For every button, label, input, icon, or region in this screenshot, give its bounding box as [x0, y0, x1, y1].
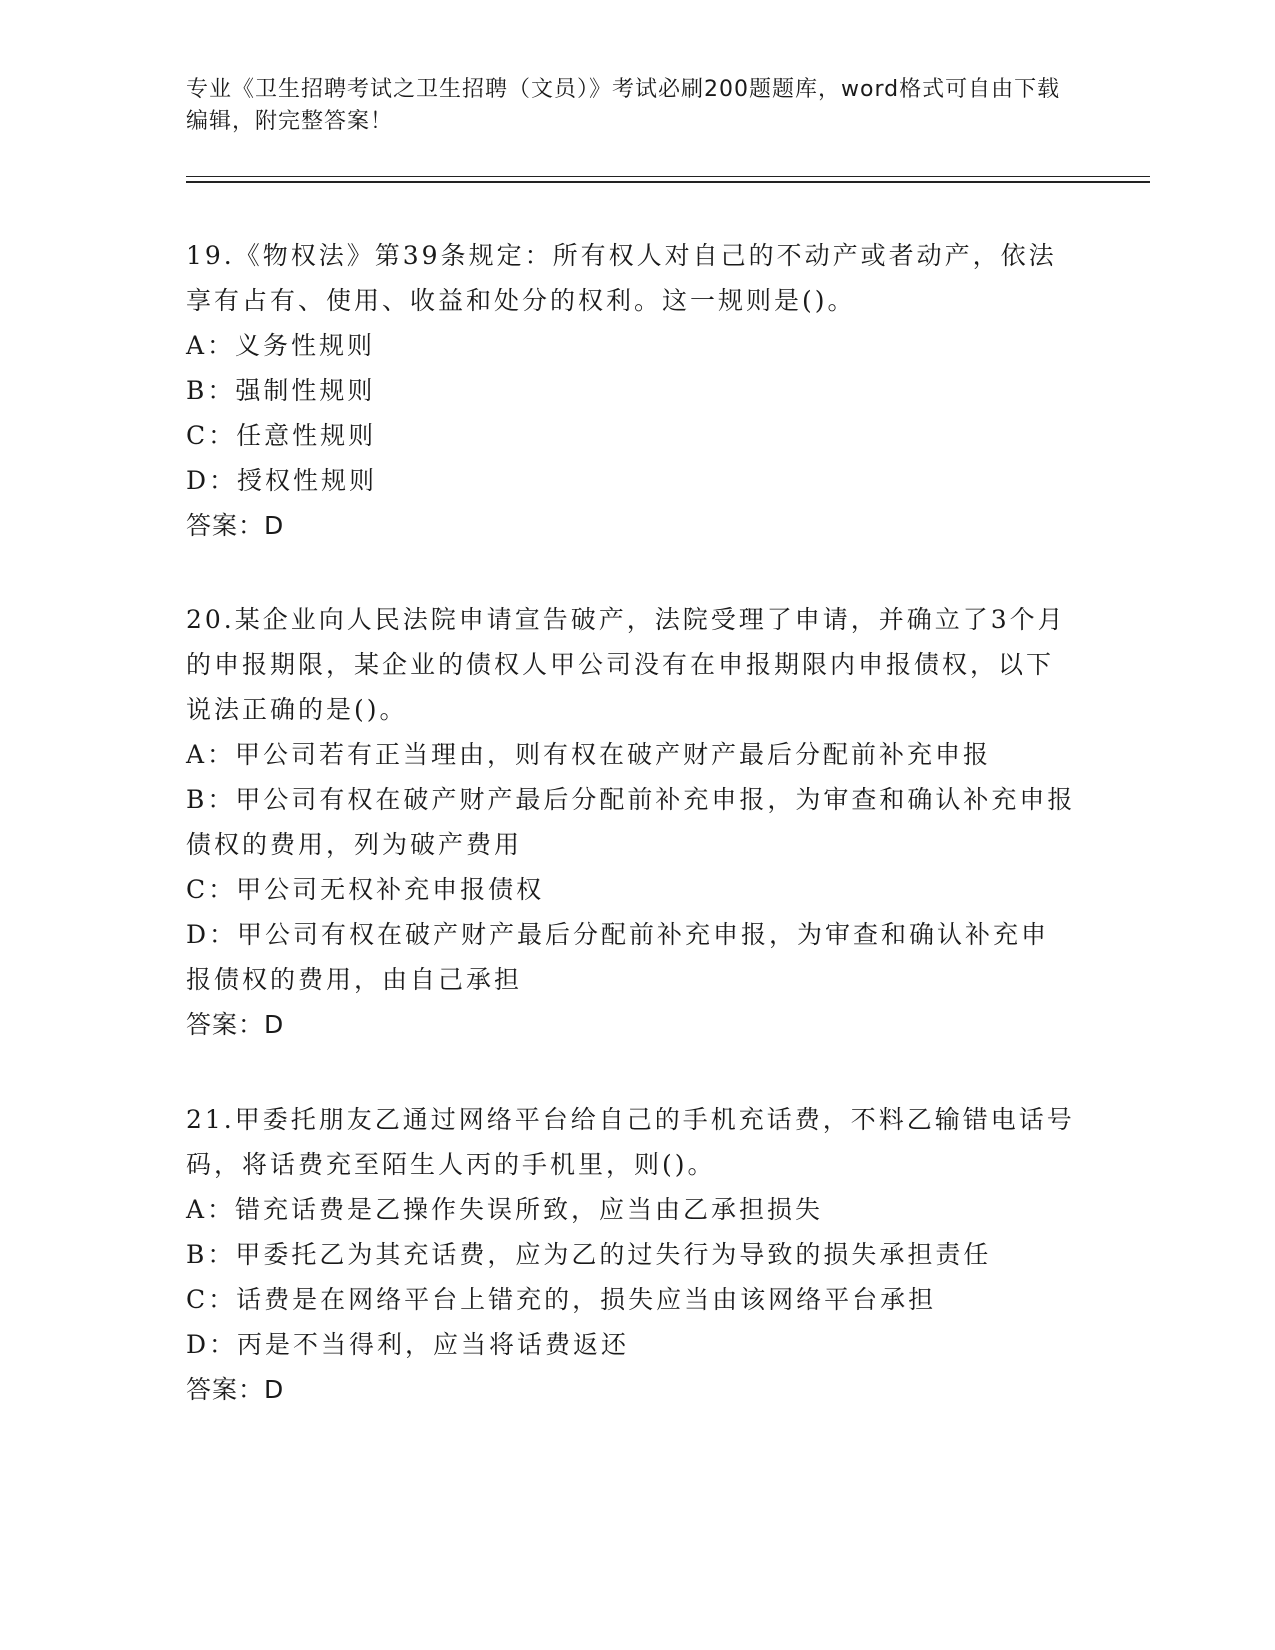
document-header: 专业《卫生招聘考试之卫生招聘（文员）》考试必刷200题题库，word格式可自由下载编辑，附完整答案！	[186, 77, 1061, 134]
answer-line: 答案：D	[186, 1375, 285, 1404]
option-d: D：丙是不当得利，应当将话费返还	[186, 1330, 630, 1359]
option-b: B：甲委托乙为其充话费，应为乙的过失行为导致的损失承担责任	[186, 1240, 992, 1269]
option-a: A：义务性规则	[186, 331, 376, 360]
option-c: C：任意性规则	[186, 421, 377, 450]
question-19	[186, 233, 1076, 548]
question-21	[186, 1097, 1076, 1412]
option-c: C：话费是在网络平台上错充的，损失应当由该网络平台承担	[186, 1285, 937, 1314]
answer-line: 答案：D	[186, 1010, 285, 1039]
option-b: B：强制性规则	[186, 376, 376, 405]
header-divider-thick	[186, 181, 1150, 183]
option-a: A：甲公司若有正当理由，则有权在破产财产最后分配前补充申报	[186, 740, 992, 769]
header-divider-thin	[186, 176, 1150, 177]
option-d: D：授权性规则	[186, 466, 378, 495]
question-20	[186, 597, 1076, 1047]
question-stem: 21.甲委托朋友乙通过网络平台给自己的手机充话费，不料乙输错电话号码，将话费充至陌生人丙的手机里，则()。	[186, 1105, 1075, 1179]
option-a: A：错充话费是乙操作失误所致，应当由乙承担损失	[186, 1195, 824, 1224]
question-stem: 20.某企业向人民法院申请宣告破产，法院受理了申请，并确立了3个月的申报期限，某企业的债权人甲公司没有在申报期限内申报债权，以下说法正确的是()。	[186, 605, 1066, 724]
option-d: D：甲公司有权在破产财产最后分配前补充申报，为审查和确认补充申报债权的费用，由自己承担	[186, 920, 1050, 994]
option-b: B：甲公司有权在破产财产最后分配前补充申报，为审查和确认补充申报债权的费用，列为破产费用	[186, 785, 1076, 859]
answer-line: 答案：D	[186, 511, 285, 540]
question-stem: 19.《物权法》第39条规定：所有权人对自己的不动产或者动产，依法享有占有、使用、收益和处分的权利。这一规则是()。	[186, 241, 1057, 315]
option-c: C：甲公司无权补充申报债权	[186, 875, 545, 904]
